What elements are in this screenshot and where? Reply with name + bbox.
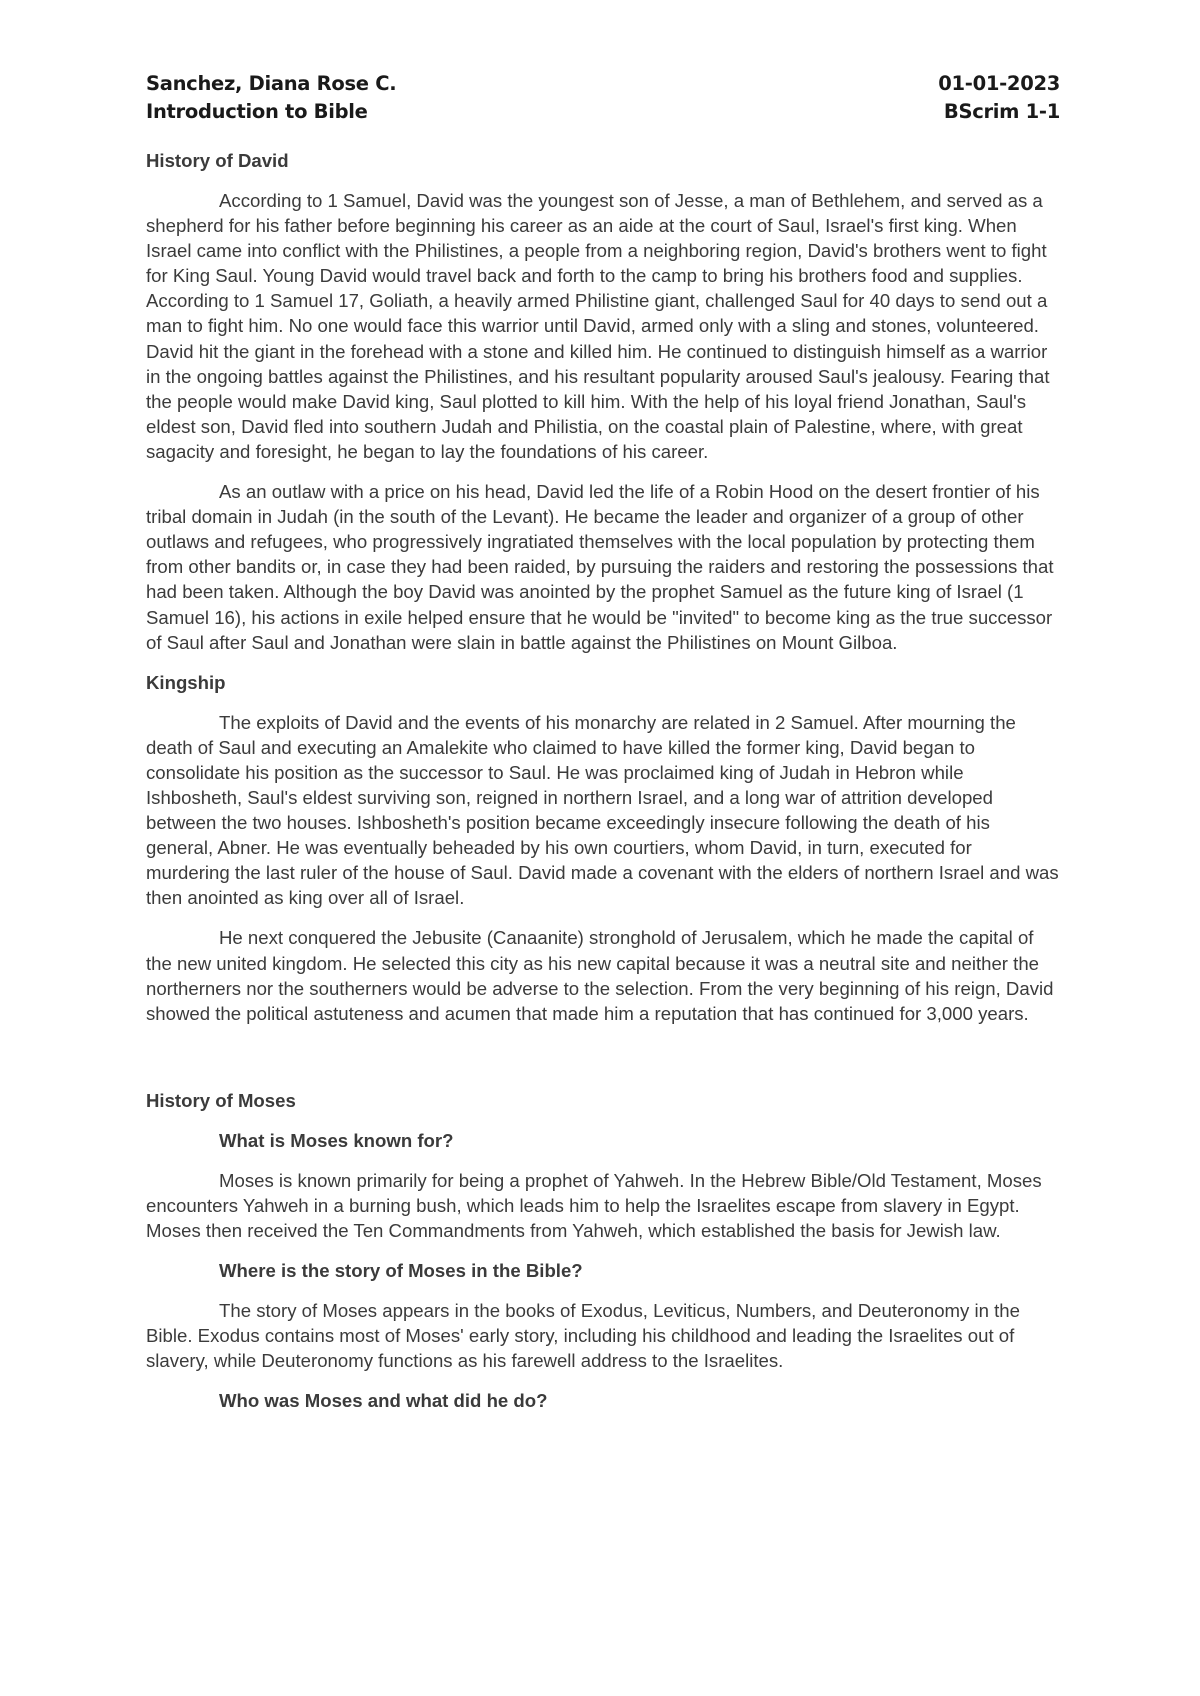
- question-story-of-moses: Where is the story of Moses in the Bible?: [219, 1260, 583, 1282]
- section-spacer: [146, 1041, 1060, 1088]
- header-row-2: [146, 98, 1060, 126]
- kingship-paragraph-2: He next conquered the Jebusite (Canaanite) stronghold of Jerusalem, which he made the capital of the new united kingdom. He selected this city as his new capital because it was a neutral site and neither the northerners nor the southerners would be adverse to the selection. From the very beginning of his reign, David showed the political astuteness and acumen that made him a reputation that has continued for 3,000 years.: [146, 927, 1054, 1024]
- answer-moses-known-for: Moses is known primarily for being a prophet of Yahweh. In the Hebrew Bible/Old Testament, Moses encounters Yahweh in a burning bush, which leads him to help the Israelites escape from slavery in Egypt. Moses then received the Ten Commandments from Yahweh, which established the basis for Jewish law.: [146, 1169, 1042, 1241]
- question-who-was-moses: Who was Moses and what did he do?: [219, 1390, 548, 1412]
- document-page: [146, 70, 1060, 1428]
- heading-kingship: Kingship: [146, 671, 226, 693]
- document-header: [146, 70, 1060, 126]
- heading-history-of-moses: History of Moses: [146, 1089, 296, 1111]
- student-name: Sanchez, Diana Rose C.: [146, 72, 397, 95]
- answer-story-of-moses: The story of Moses appears in the books of Exodus, Leviticus, Numbers, and Deuteronomy in the Bible. Exodus contains most of Moses' early story, including his childhood and leading the Israelites out of slavery, while Deuteronomy functions as his farewell address to the Israelites.: [146, 1300, 1020, 1372]
- david-paragraph-2: As an outlaw with a price on his head, David led the life of a Robin Hood on the desert frontier of his tribal domain in Judah (in the south of the Levant). He became the leader and organizer of a group of other outlaws and refugees, who progressively ingratiated themselves with the local population by protecting them from other bandits or, in case they had been raided, by pursuing the raiders and restoring the possessions that had been taken. Although the boy David was anointed by the prophet Samuel as the future king of Israel (1 Samuel 16), his actions in exile helped ensure that he would be "invited" to become king as the true successor of Saul after Saul and Jonathan were slain in battle against the Philistines on Mount Gilboa.: [146, 481, 1054, 653]
- class-section: BScrim 1-1: [943, 100, 1060, 123]
- document-date: 01-01-2023: [938, 72, 1060, 95]
- header-row-1: [146, 70, 1060, 98]
- course-title: Introduction to Bible: [146, 100, 368, 123]
- heading-history-of-david: History of David: [146, 150, 289, 171]
- kingship-paragraph-1: The exploits of David and the events of his monarchy are related in 2 Samuel. After mourning the death of Saul and executing an Amalekite who claimed to have killed the former king, David began to consolidate his position as the successor to Saul. He was proclaimed king of Judah in Hebron while Ishbosheth, Saul's eldest surviving son, reigned in northern Israel, and a long war of attrition developed between the two houses. Ishbosheth's position became exceedingly insecure following the death of his general, Abner. He was eventually beheaded by his own courtiers, whom David, in turn, executed for murdering the last ruler of the house of Saul. David made a covenant with the elders of northern Israel and was then anointed as king over all of Israel.: [146, 711, 1059, 909]
- question-moses-known-for: What is Moses known for?: [219, 1129, 454, 1151]
- david-paragraph-1: According to 1 Samuel, David was the youngest son of Jesse, a man of Bethlehem, and served as a shepherd for his father before beginning his career as an aide at the court of Saul, Israel's first king. When Israel came into conflict with the Philistines, a people from a neighboring region, David's brothers went to fight for King Saul. Young David would travel back and forth to the camp to bring his brothers food and supplies. According to 1 Samuel 17, Goliath, a heavily armed Philistine giant, challenged Saul for 40 days to send out a man to fight him. No one would face this warrior until David, armed only with a sling and stones, volunteered. David hit the giant in the forehead with a stone and killed him. He continued to distinguish himself as a warrior in the ongoing battles against the Philistines, and his resultant popularity aroused Saul's jealousy. Fearing that the people would make David king, Saul plotted to kill him. With the help of his loyal friend Jonathan, Saul's eldest son, David fled into southern Judah and Philistia, on the coastal plain of Palestine, where, with great sagacity and foresight, he began to lay the foundations of his career.: [146, 190, 1050, 462]
